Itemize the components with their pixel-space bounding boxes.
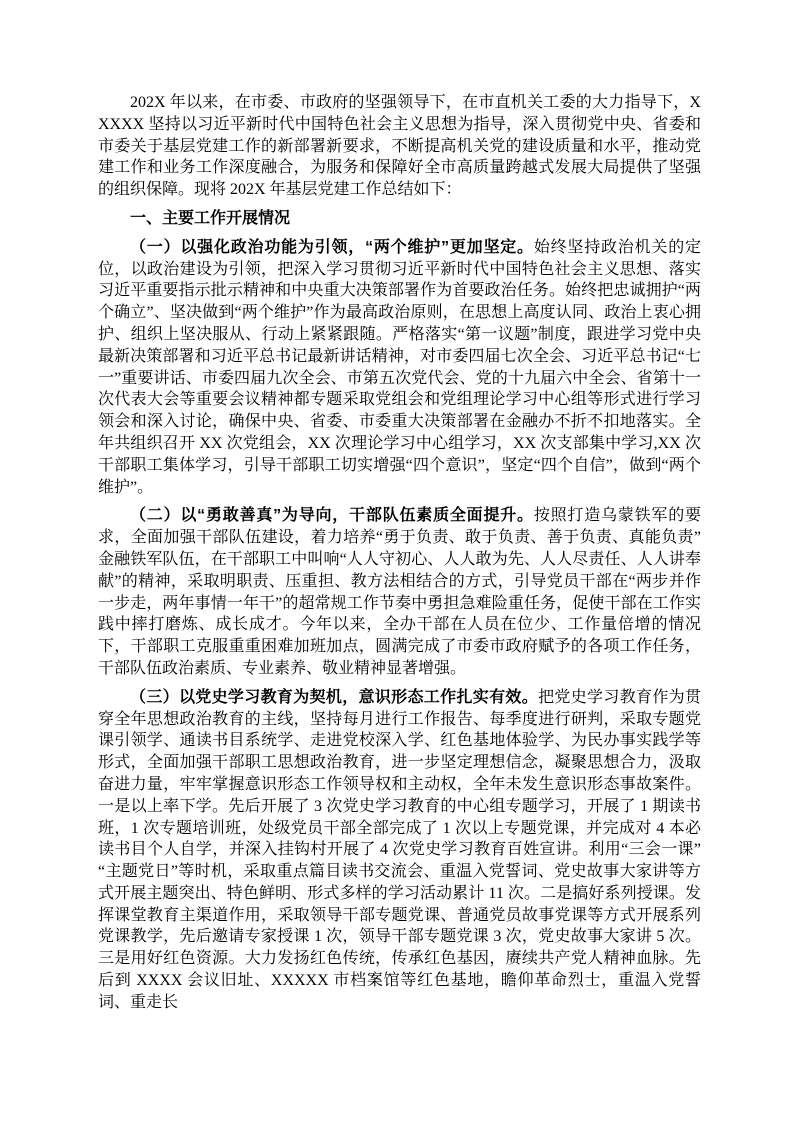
intro-paragraph: 202X 年以来，在市委、市政府的坚强领导下，在市直机关工委的大力指导下，XXXXX 坚持以习近平新时代中国特色社会主义思想为指导，深入贯彻党中央、省委和市委关于基层党建工作的新部署新要求，不断提高机关党的建设质量和水平，推动党建工作和业务工作深度融合，为服务和保障好全市高质量跨越式发展大局提供了坚强的组织保障。现将 202X 年基层党建工作总结如下：	[98, 94, 701, 199]
paragraph-1-body: 始终坚持政治机关的定位，以政治建设为引领，把深入学习贯彻习近平新时代中国特色社会主义思想、落实习近平重要指示批示精神和中央重大决策部署作为首要政治任务。始终把忠诚拥护“两个确立”、坚决做到“两个维护”作为最高政治原则，在思想上高度认同、政治上衷心拥护、组织上坚决服从、行动上紧紧跟随。严格落实“第一议题”制度，跟进学习党中央最新决策部署和习近平总书记最新讲话精神，对市委四届七次全会、习近平总书记“七一”重要讲话、市委四届九次全会、市第五次党代会、党的十九届六中全会、省第十一次代表大会等重要会议精神都专题采取党组会和党组理论学习中心组等形式进行学习领会和深入讨论，确保中央、省委、市委重大决策部署在金融办不折不扣地落实。全年共组织召开 XX 次党组会，XX 次理论学习中心组学习，XX 次支部集中学习,XX 次干部职工集体学习，引导干部职工切实增强“四个意识”，坚定“四个自信”，做到“两个维护”。	[98, 238, 701, 496]
paragraph-section-1	[98, 237, 701, 499]
paragraph-1-lead: （一）以强化政治功能为引领，“两个维护”更加坚定。	[130, 238, 534, 256]
paragraph-3-body: 把党史学习教育作为贯穿全年思想政治教育的主线，坚持每月进行工作报告、每季度进行研判，采取专题党课引领学、通读书目系统学、走进党校深入学、红色基地体验学、为民办事实践学等形式，全面加强干部职工思想政治教育，进一步坚定理想信念，凝聚思想合力，汲取奋进力量，牢牢掌握意识形态工作领导权和主动权，全年未发生意识形态事故案件。一是以上率下学。先后开展了 3 次党史学习教育的中心组专题学习，开展了 1 期读书班，1 次专题培训班，处级党员干部全部完成了 1 次以上专题党课，并完成对 4 本必读书目个人自学，并深入挂钩村开展了 4 次党史学习教育百姓宣讲。利用“三会一课”“主题党日”等时机，采取重点篇目读书交流会、重温入党誓词、党史故事大家讲等方式开展主题突出、特色鲜明、形式多样的学习活动累计 11 次。二是搞好系列授课。发挥课堂教育主渠道作用，采取领导干部专题党课、普通党员故事党课等方式开展系列党课教学，先后邀请专家授课 1 次，领导干部专题党课 3 次，党史故事大家讲 5 次。三是用好红色资源。大力发扬红色传统，传承红色基因，赓续共产党人精神血脉。先后到 XXXX 会议旧址、XXXXX 市档案馆等红色基地，瞻仰革命烈士，重温入党誓词、重走长	[98, 688, 701, 1011]
section-heading-main: 一、主要工作开展情况	[130, 209, 291, 227]
paragraph-section-2	[98, 505, 701, 679]
paragraph-2-body: 按照打造乌蒙铁军的要求，全面加强干部队伍建设，着力培养“勇于负责、敢于负责、善于负责、真能负责”金融铁军队伍，在干部职工中叫响“人人守初心、人人敢为先、人人尽责任、人人讲奉献”的精神，采取明职责、压重担、教方法相结合的方式，引导党员干部在“两步并作一步走，两年事情一年干”的超常规工作节奏中勇担急难险重任务，促使干部在工作实践中摔打磨炼、成长成才。今年以来，全办干部在人员在位少、工作量倍增的情况下，干部职工克服重重困难加班加点，圆满完成了市委市政府赋予的各项工作任务，干部队伍政治素质、专业素养、敬业精神显著增强。	[98, 507, 701, 677]
paragraph-section-3	[98, 687, 701, 1014]
document-body	[98, 92, 701, 1014]
paragraph-2-lead: （二）以“勇敢善真”为导向，干部队伍素质全面提升。	[130, 507, 534, 525]
paragraph-3-lead: （三）以党史学习教育为契机，意识形态工作扎实有效。	[130, 688, 539, 706]
